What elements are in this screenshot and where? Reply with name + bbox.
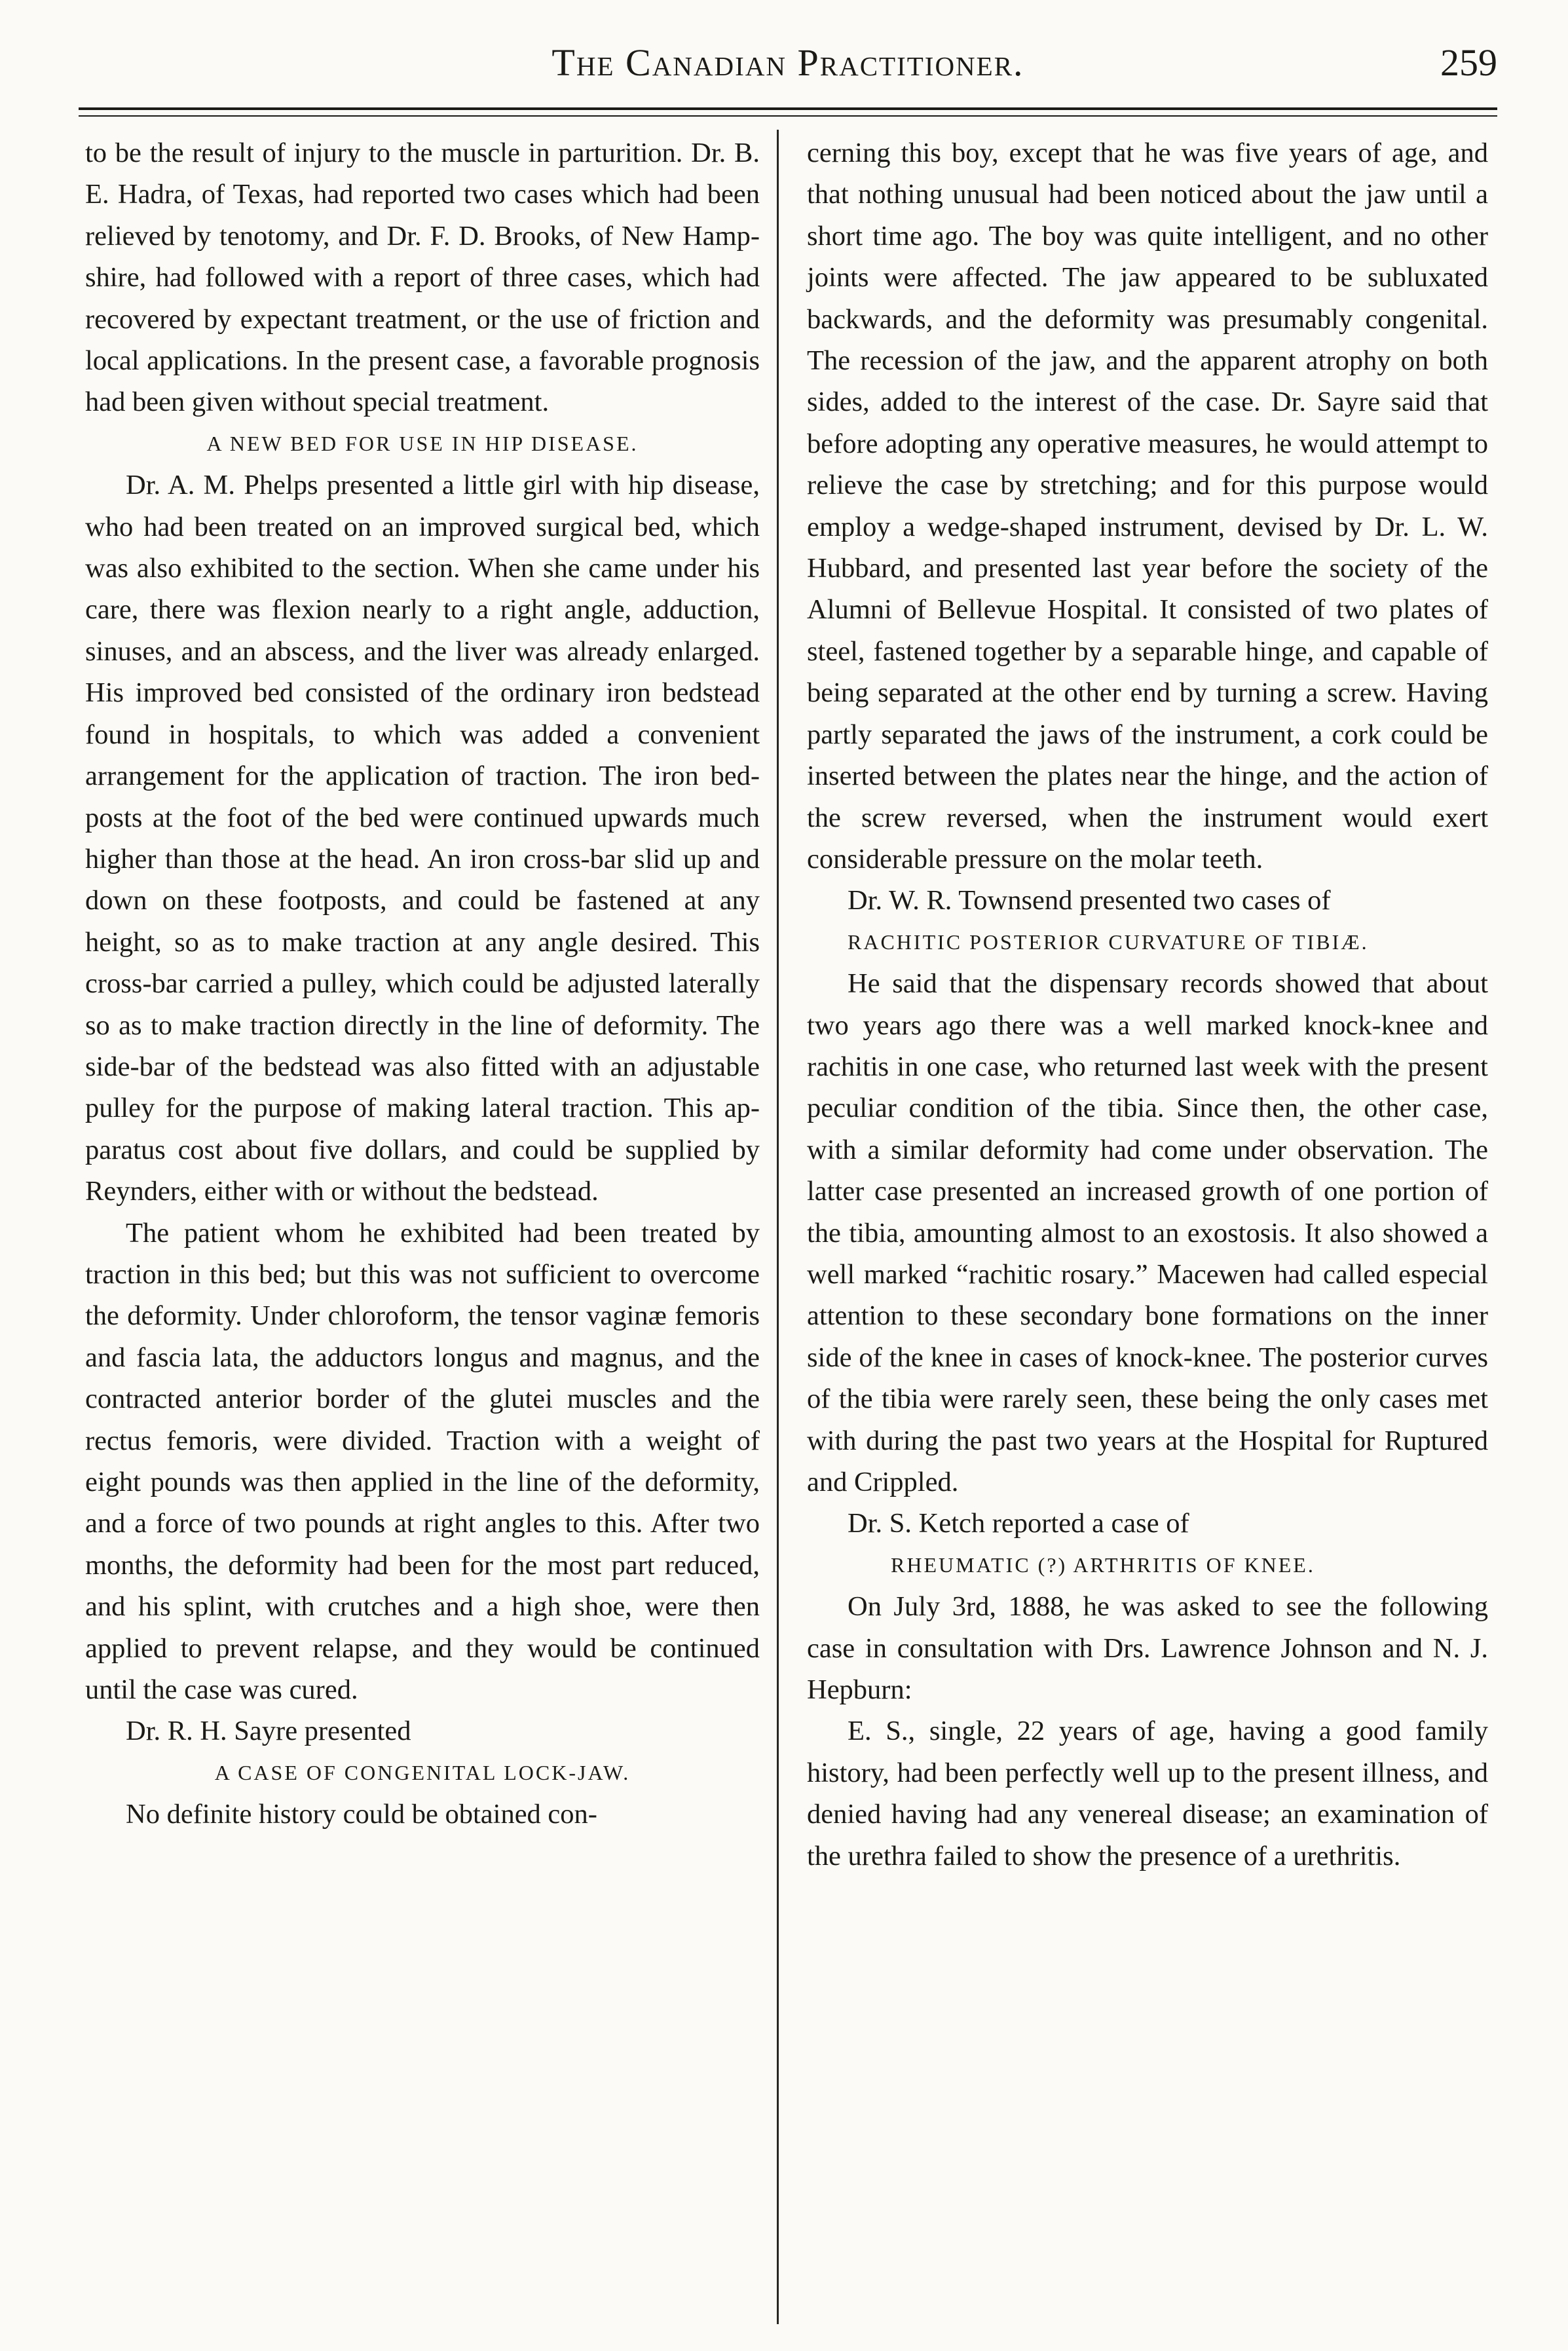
- right-paragraph-3: He said that the dispensary records showed that about two years ago there was a well marked knock-knee and rachitis in one case, who returned last week with the present peculiar condition of the tibia. Since then, the other case, with a similar deformity had come under observation. The latter case presented an increased growth of one portion of the tibia, amounting almost to an exostosis. It also showed a well marked “rachitic rosary.” Macewen had called especial attention to these secondary bone formations on the inner side of the knee in cases of knock-knee. The posterior curves of the tibia were rarely seen, these being the only cases met with during the past two years at the Hospital for Ruptured and Crippled.: [807, 968, 1488, 1497]
- left-column: [85, 132, 760, 1835]
- header-rule-thin: [79, 115, 1497, 117]
- column-divider: [777, 130, 779, 2324]
- section-heading-tibiae: RACHITIC POSTERIOR CURVATURE OF TIBIÆ.: [848, 930, 1369, 954]
- right-paragraph-6: E. S., single, 22 years of age, having a good family history, had been perfectly well up to the present illness, and denied having had any venereal disease; an examination of the urethra failed to show the presence of a urethritis.: [807, 1716, 1488, 1871]
- right-paragraph-2: Dr. W. R. Townsend presented two cases of: [848, 885, 1331, 916]
- left-paragraph-4: Dr. R. H. Sayre presented: [126, 1716, 411, 1747]
- right-paragraph-4: Dr. S. Ketch reported a case of: [848, 1508, 1189, 1539]
- left-paragraph-2: Dr. A. M. Phelps presented a little girl with hip disease, who had been treated on an improved surgical bed, which was also exhibited to the section. When she came under his care, there was flexion nearly to a right angle, adduction, sinuses, and an abscess, and the liver was already enlarged. His improved bed consisted of the ordinary iron bedstead found in hospitals, to which was added a convenient arrangement for the application of traction. The iron bedposts at the foot of the bed were continued upwards much higher than those at the head. An iron cross-bar slid up and down on these footposts, and could be fastened at any height, so as to make traction at any angle desired. This cross-bar carried a pulley, which could be adjusted laterally so as to make traction directly in the line of deformity. The side-bar of the bedstead was also fitted with an adjustable pulley for the purpose of making lateral traction. This apparatus cost about five dollars, and could be supplied by Reynders, either with or without the bedstead.: [85, 470, 760, 1207]
- right-column: [807, 132, 1488, 1877]
- section-heading-lock-jaw: A CASE OF CONGENITAL LOCK-JAW.: [214, 1760, 631, 1784]
- page-number: 259: [1440, 41, 1497, 84]
- left-paragraph-3: The patient whom he exhibited had been treated by traction in this bed; but this was not sufficient to overcome the deformity. Under chloroform, the tensor vaginæ femoris and fascia lata, the adductors longus and magnus, and the contracted anterior border of the glutei muscles and the rectus femoris, were divided. Traction with a weight of eight pounds was then applied in the line of the deformity, and a force of two pounds at right angles to this. After two months, the deformity had been for the most part reduced, and his splint, with crutches and a high shoe, were then applied to prevent relapse, and they would be continued until the case was cured.: [85, 1217, 760, 1706]
- section-heading-knee: RHEUMATIC (?) ARTHRITIS OF KNEE.: [891, 1552, 1315, 1577]
- left-paragraph-5: No definite history could be obtained con-: [126, 1799, 597, 1830]
- running-head: [79, 41, 1497, 100]
- section-heading-hip-bed: A NEW BED FOR USE IN HIP DISEASE.: [206, 431, 639, 455]
- left-paragraph-1: to be the result of injury to the muscle in parturition. Dr. B. E. Hadra, of Texas, had reported two cases which had been relieved by tenotomy, and Dr. F. D. Brooks, of New Hampshire, had followed with a report of three cases, which had recovered by expectant treatment, or the use of friction and local applications. In the present case, a favorable prognosis had been given without special treatment.: [85, 138, 760, 418]
- right-paragraph-1: cerning this boy, except that he was five years of age, and that nothing unusual had been noticed about the jaw until a short time ago. The boy was quite intelligent, and no other joints were affected. The jaw appeared to be subluxated backwards, and the deformity was presumably congenital. The recession of the jaw, and the apparent atrophy on both sides, added to the interest of the case. Dr. Sayre said that before adopting any operative measures, he would attempt to relieve the case by stretching; and for this purpose would employ a wedge-shaped instrument, devised by Dr. L. W. Hubbard, and presented last year before the society of the Alumni of Bellevue Hospital. It consisted of two plates of steel, fastened together by a separable hinge, and capable of being separated at the other end by turning a screw. Having partly separated the jaws of the instrument, a cork could be inserted between the plates near the hinge, and the action of the screw reversed, when the instrument would exert considerable pressure on the molar teeth.: [807, 138, 1488, 875]
- journal-title: The Canadian Practitioner.: [551, 41, 1024, 84]
- header-rule-thick: [79, 107, 1497, 110]
- right-paragraph-5: On July 3rd, 1888, he was asked to see the following case in consultation with Drs. Lawrence Johnson and N. J. Hepburn:: [807, 1591, 1488, 1706]
